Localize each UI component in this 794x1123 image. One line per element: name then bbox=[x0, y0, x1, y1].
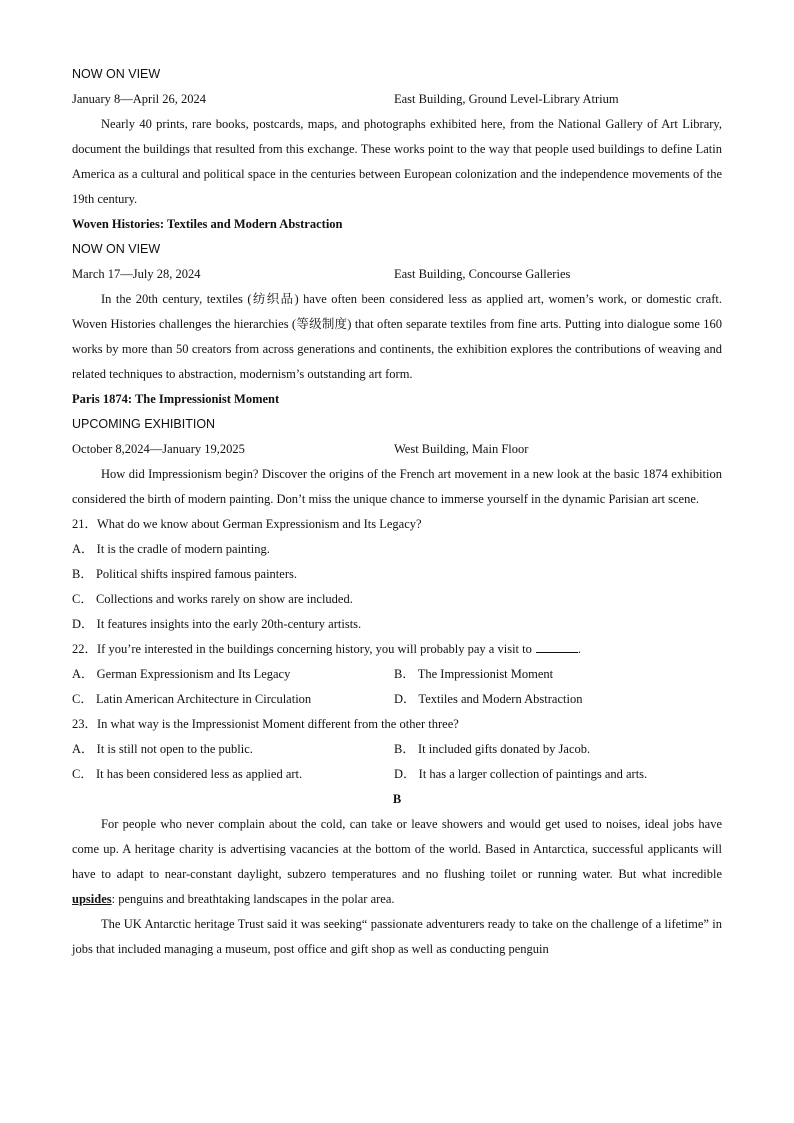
exhibit2-status: NOW ON VIEW bbox=[72, 242, 161, 256]
question-22-stem: 22．If you’re interested in the buildings concerning history, you will probably pay a visit to bbox=[72, 642, 532, 656]
exhibit2-title: Woven Histories: Textiles and Modern Abstraction bbox=[72, 217, 343, 231]
exhibit3-status: UPCOMING EXHIBITION bbox=[72, 417, 216, 431]
question-23-stem: 23．In what way is the Impressionist Moment different from the other three? bbox=[72, 717, 459, 731]
exhibit1-status: NOW ON VIEW bbox=[72, 67, 161, 81]
question-22-option-d: D． Textiles and Modern Abstraction bbox=[394, 692, 583, 706]
exhibit1-description: Nearly 40 prints, rare books, postcards, maps, and photographs exhibited here, from the National Gallery of Art Library, document the buildings that resulted from this exchange. These works point to the way that people used buildings to define Latin America as a cultural and political space in the centuries between European colonization and the independence movements of the 19th century. bbox=[72, 117, 722, 206]
section-b-paragraph-2: The UK Antarctic heritage Trust said it was seeking“ passionate adventurers ready to take on the challenge of a lifetime” in jobs that included managing a museum, post office and gift shop as well as conducting penguin bbox=[72, 917, 722, 956]
section-b-paragraph-1 bbox=[72, 812, 722, 912]
exhibit1-info-row bbox=[72, 87, 722, 112]
section-b-heading: B bbox=[392, 792, 402, 806]
question-23-option-c: C． It has been considered less as applied art. bbox=[72, 767, 303, 781]
question-23-option-d: D． It has a larger collection of paintings and arts. bbox=[394, 767, 648, 781]
exhibit1-dates: January 8—April 26, 2024 bbox=[72, 92, 207, 106]
keyword-upsides: upsides bbox=[72, 892, 112, 906]
question-21-option-d: D． It features insights into the early 20th-century artists. bbox=[72, 617, 362, 631]
exhibit2-location: East Building, Concourse Galleries bbox=[394, 267, 571, 281]
question-22-options-row-2 bbox=[72, 687, 722, 712]
question-22-option-c: C． Latin American Architecture in Circulation bbox=[72, 692, 312, 706]
question-21-option-c: C． Collections and works rarely on show are included. bbox=[72, 592, 353, 606]
exhibit1-location: East Building, Ground Level-Library Atrium bbox=[394, 92, 619, 106]
exhibit2-info-row bbox=[72, 262, 722, 287]
question-22-row: 22．If you’re interested in the buildings concerning history, you will probably pay a visit to . bbox=[72, 637, 722, 662]
exhibit3-title: Paris 1874: The Impressionist Moment bbox=[72, 392, 280, 406]
exhibit2-description: In the 20th century, textiles (纺织品) have often been considered less as applied art, women’s work, or domestic craft. Woven Histories challenges the hierarchies (等级制度) that often separate textiles from fine arts. Putting into dialogue some 160 works by more than 50 creators from across generations and continents, the exhibition explores the contributions of weaving and related techniques to abstraction, modernism’s outstanding art form. bbox=[72, 292, 722, 381]
section-b-p1-text-start: For people who never complain about the cold, can take or leave showers and would get used to noises, ideal jobs have come up. A heritage charity is advertising vacancies at the bottom of the world. Based in Antarctica, successful applicants will have to adapt to near-constant daylight, subzero temperatures and no flushing toilet or running water. But what incredible bbox=[72, 817, 722, 881]
question-22-options-row-1 bbox=[72, 662, 722, 687]
question-23-options-row-1 bbox=[72, 737, 722, 762]
exhibit3-description: How did Impressionism begin? Discover the origins of the French art movement in a new look at the basic 1874 exhibition considered the birth of modern painting. Don’t miss the unique chance to immerse yourself in the dynamic Parisian art scene. bbox=[72, 467, 722, 506]
question-22-option-a: A． German Expressionism and Its Legacy bbox=[72, 667, 291, 681]
answer-blank bbox=[536, 638, 578, 653]
question-21-stem: 21．What do we know about German Expressionism and Its Legacy? bbox=[72, 517, 422, 531]
question-23-options-row-2 bbox=[72, 762, 722, 787]
document-page bbox=[72, 62, 722, 962]
section-b-p1-text-end: : penguins and breathtaking landscapes in the polar area. bbox=[111, 892, 395, 906]
question-23-option-a: A． It is still not open to the public. bbox=[72, 742, 253, 756]
exhibit3-location: West Building, Main Floor bbox=[394, 442, 529, 456]
question-21-option-b: B． Political shifts inspired famous painters. bbox=[72, 567, 297, 581]
exhibit2-dates: March 17—July 28, 2024 bbox=[72, 267, 201, 281]
exhibit3-dates: October 8,2024—January 19,2025 bbox=[72, 442, 245, 456]
exhibit3-info-row bbox=[72, 437, 722, 462]
question-22-option-b: B． The Impressionist Moment bbox=[394, 667, 554, 681]
question-23-option-b: B． It included gifts donated by Jacob. bbox=[394, 742, 591, 756]
question-21-option-a: A． It is the cradle of modern painting. bbox=[72, 542, 270, 556]
